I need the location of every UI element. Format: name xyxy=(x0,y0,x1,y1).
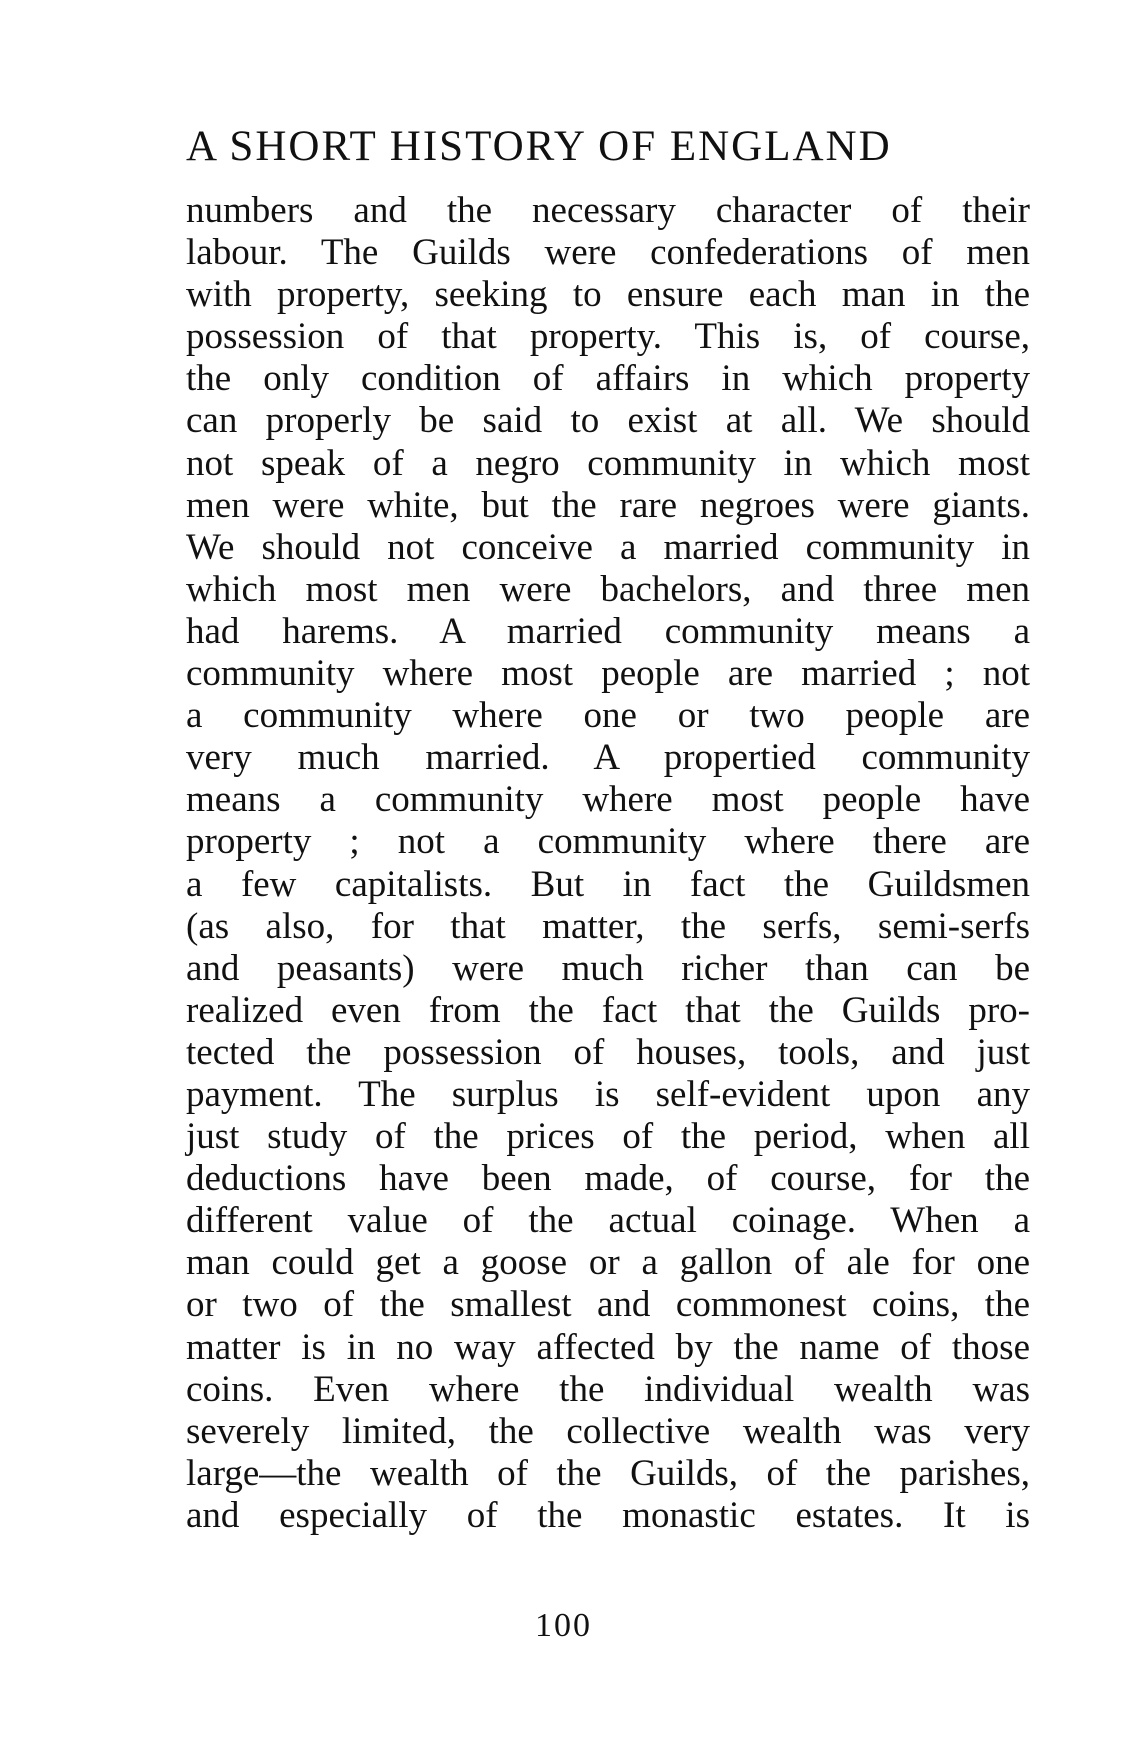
text-line: man could get a goose or a gallon of ale for one xyxy=(186,1242,1030,1284)
text-line: had harems. A married community means a xyxy=(186,610,1030,652)
running-head: A SHORT HISTORY OF ENGLAND xyxy=(186,123,892,170)
text-line: can properly be said to exist at all. We should xyxy=(186,400,1030,442)
page-number: 100 xyxy=(535,1607,592,1644)
text-line: the only condition of affairs in which property xyxy=(186,358,1030,400)
text-line: numbers and the necessary character of their xyxy=(186,190,1030,231)
text-line: payment. The surplus is self-evident upon any xyxy=(186,1073,1030,1115)
text-line: men were white, but the rare negroes were giants. xyxy=(186,484,1030,526)
text-line: We should not conceive a married community in xyxy=(186,526,1030,568)
text-line: deductions have been made, of course, for the xyxy=(186,1158,1030,1200)
text-line: property ; not a community where there are xyxy=(186,821,1030,863)
text-line: which most men were bachelors, and three men xyxy=(186,568,1030,610)
text-line: severely limited, the collective wealth was very xyxy=(186,1410,1030,1452)
text-line: means a community where most people have xyxy=(186,779,1030,821)
text-line: or two of the smallest and commonest coins, the xyxy=(186,1284,1030,1326)
text-line: different value of the actual coinage. When a xyxy=(186,1200,1030,1242)
text-line: matter is in no way affected by the name of those xyxy=(186,1326,1030,1368)
body-text xyxy=(186,190,1030,1537)
text-line: and peasants) were much richer than can be xyxy=(186,947,1030,989)
text-line: just study of the prices of the period, when all xyxy=(186,1116,1030,1158)
text-line: coins. Even where the individual wealth was xyxy=(186,1368,1030,1410)
text-line: tected the possession of houses, tools, and just xyxy=(186,1031,1030,1073)
text-line: large—the wealth of the Guilds, of the parishes, xyxy=(186,1452,1030,1494)
text-line: with property, seeking to ensure each man in the xyxy=(186,274,1030,316)
text-line: not speak of a negro community in which most xyxy=(186,442,1030,484)
text-line: realized even from the fact that the Guilds pro- xyxy=(186,989,1030,1031)
text-line: a few capitalists. But in fact the Guildsmen xyxy=(186,863,1030,905)
text-line: labour. The Guilds were confederations of men xyxy=(186,232,1030,274)
text-line: very much married. A propertied community xyxy=(186,737,1030,779)
text-line: a community where one or two people are xyxy=(186,695,1030,737)
text-line: and especially of the monastic estates. It is xyxy=(186,1494,1030,1536)
text-line: community where most people are married ; not xyxy=(186,653,1030,695)
text-line: (as also, for that matter, the serfs, semi-serfs xyxy=(186,905,1030,947)
text-line: possession of that property. This is, of course, xyxy=(186,316,1030,358)
